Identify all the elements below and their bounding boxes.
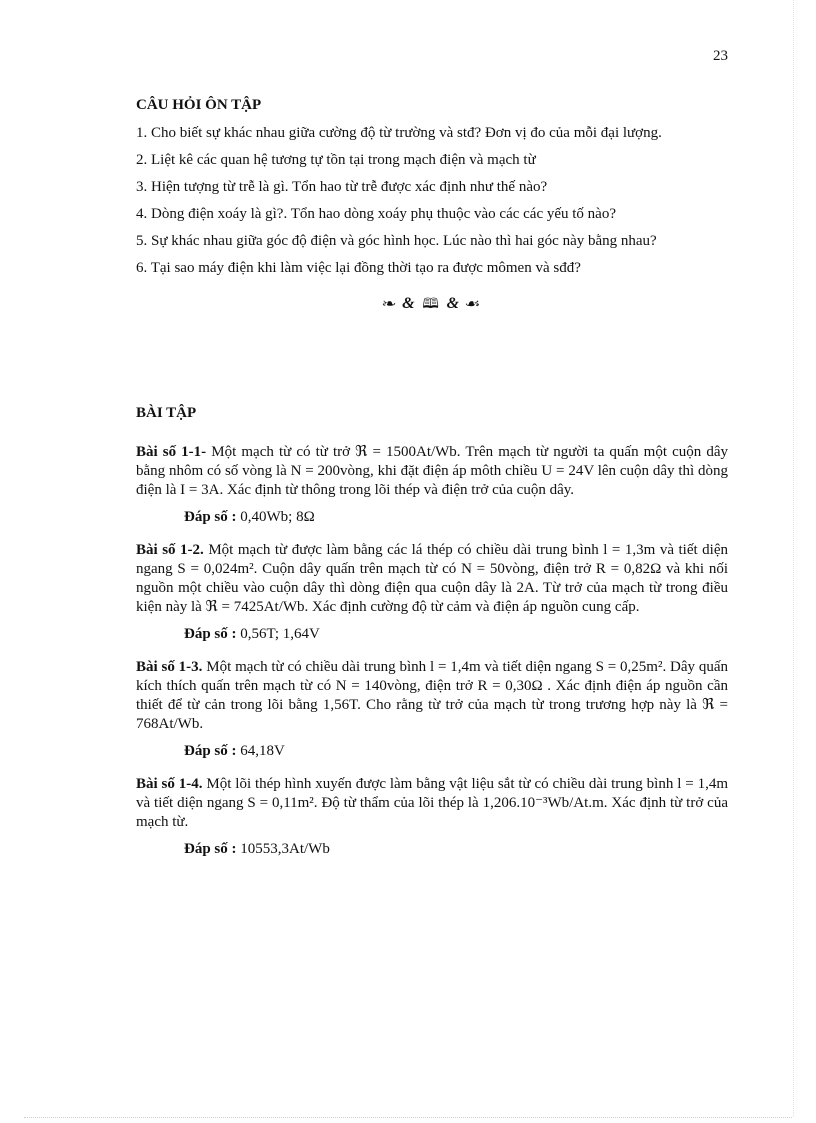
ampersand-right-icon: & — [446, 295, 462, 312]
exercise-2 — [136, 541, 728, 617]
page-content — [136, 96, 728, 873]
exercise-answer — [184, 742, 728, 761]
swirl-left-icon: ❧ — [380, 296, 399, 311]
ampersand-left-icon: & — [402, 295, 417, 312]
page-number: 23 — [713, 48, 728, 64]
review-question: 6. Tại sao máy điện khi làm việc lại đồng thời tạo ra được mômen và sđđ? — [136, 260, 581, 276]
exercises-heading: BÀI TẬP — [136, 405, 197, 421]
review-question: 4. Dòng điện xoáy là gì?. Tổn hao dòng xoáy phụ thuộc vào các các yếu tố nào? — [136, 206, 616, 222]
review-question: 5. Sự khác nhau giữa góc độ điện và góc hình học. Lúc nào thì hai góc này bằng nhau? — [136, 233, 657, 249]
answer-label: Đáp số : — [184, 841, 237, 857]
page-edge-line — [793, 0, 794, 1117]
review-question: 3. Hiện tượng từ trễ là gì. Tổn hao từ trễ được xác định như thế nào? — [136, 179, 548, 195]
exercise-4 — [136, 775, 728, 832]
answer-label: Đáp số : — [184, 743, 237, 759]
answer-value: 64,18V — [240, 743, 285, 759]
answer-value: 0,56T; 1,64V — [240, 626, 320, 642]
answer-label: Đáp số : — [184, 509, 237, 525]
exercise-1 — [136, 443, 728, 500]
exercise-3 — [136, 658, 728, 734]
section-ornament — [136, 294, 728, 316]
answer-value: 10553,3At/Wb — [240, 841, 330, 857]
review-heading: CÂU HỎI ÔN TẬP — [136, 97, 262, 113]
exercise-answer — [184, 625, 728, 644]
exercise-label: Bài số 1-3. — [136, 659, 203, 675]
answer-value: 0,40Wb; 8Ω — [240, 509, 315, 525]
review-question: 1. Cho biết sự khác nhau giữa cường độ từ trường và stđ? Đơn vị đo của mỗi đại lượng. — [136, 125, 662, 141]
review-question: 2. Liệt kê các quan hệ tương tự tồn tại trong mạch điện và mạch từ — [136, 152, 536, 168]
exercise-text: Một lõi thép hình xuyến được làm bằng vật liệu sắt từ có chiều dài trung bình l = 1,4m và tiết diện ngang S = 0,11m². Độ từ thẩm của lõi thép là 1,206.10⁻³Wb/At.m. Xác định từ trở của mạch từ. — [136, 776, 728, 830]
exercise-text: Một mạch từ có từ trở ℜ = 1500At/Wb. Trên mạch từ người ta quấn một cuộn dây bằng nhôm có số vòng là N = 200vòng, khi đặt điện áp môth chiều U = 24V lên cuộn dây thì dòng điện là I = 3A. Xác định từ thông trong lõi thép và điện trở của cuộn dây. — [136, 444, 729, 498]
book-icon: 🕮 — [422, 297, 441, 312]
exercise-text: Một mạch từ được làm bằng các lá thép có chiều dài trung bình l = 1,3m và tiết diện ngang S = 0,024m². Cuộn dây quấn trên mạch từ có N = 50vòng, điện trở R = 0,82Ω và khi nối nguồn một chiều vào cuộn dây thì dòng điện qua cuộn dây là 2A. Từ trở của mạch từ trong điều kiện này là ℜ = 7425At/Wb. Xác định cường độ từ cảm và điện áp nguồn cung cấp. — [136, 542, 729, 615]
exercises-section — [136, 404, 728, 859]
answer-label: Đáp số : — [184, 626, 237, 642]
exercise-answer — [184, 508, 728, 527]
exercise-label: Bài số 1-4. — [136, 776, 203, 792]
footer-rule — [24, 1117, 792, 1118]
swirl-right-icon: ☙ — [464, 296, 484, 311]
exercise-label: Bài số 1-1- — [136, 444, 207, 460]
exercise-answer — [184, 840, 728, 859]
exercise-text: Một mạch từ có chiều dài trung bình l = 1,4m và tiết diện ngang S = 0,25m². Dây quấn kích thích quấn trên mạch từ có N = 140vòng, điện trở R = 0,30Ω . Xác định điện áp nguồn cần thiết để từ cản trong lõi bằng 1,56T. Cho rằng từ trở của mạch từ trong trương hợp này là ℜ = 768At/Wb. — [136, 659, 728, 732]
exercise-label: Bài số 1-2. — [136, 542, 204, 558]
